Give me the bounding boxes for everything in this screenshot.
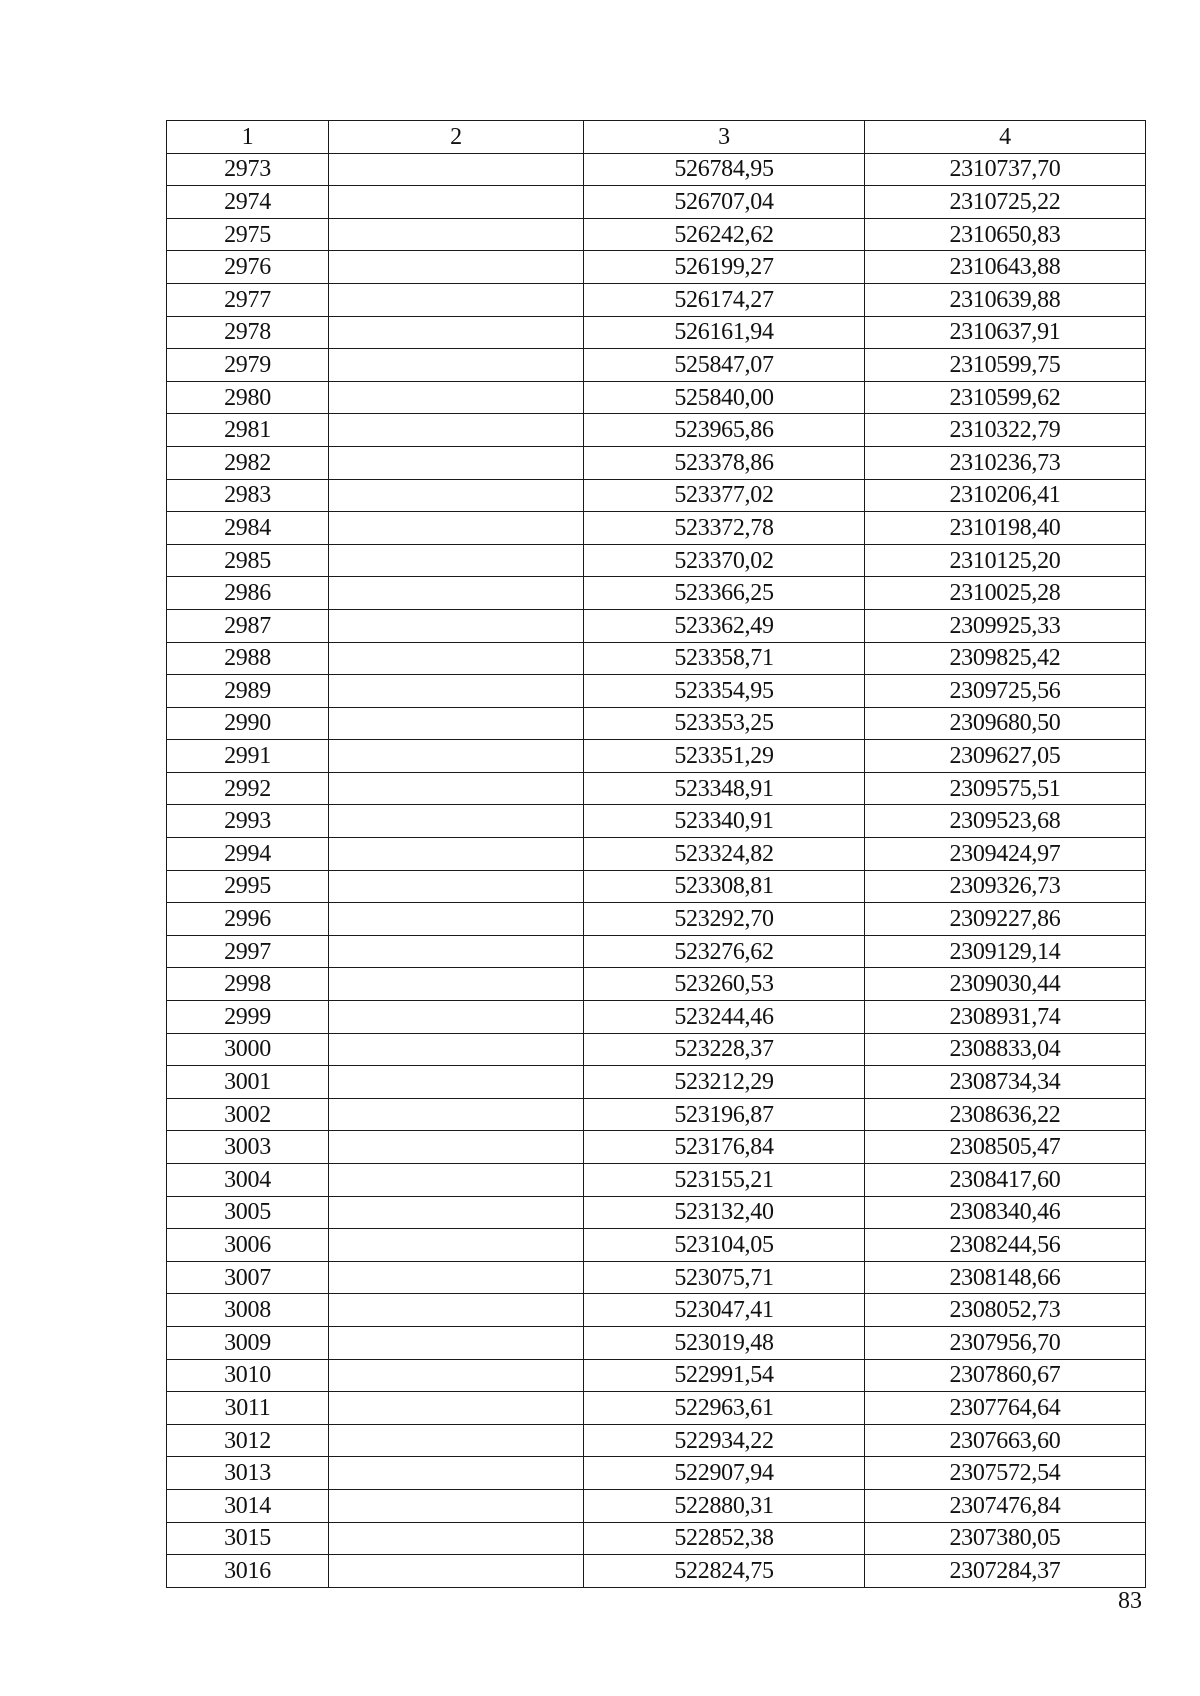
table-cell-col-4: 2307380,05 bbox=[865, 1522, 1146, 1555]
table-cell-col-3: 523366,25 bbox=[584, 577, 865, 610]
table-cell-col-2 bbox=[329, 1294, 584, 1327]
table-cell-col-1: 2988 bbox=[167, 642, 329, 675]
table-cell-col-1: 3014 bbox=[167, 1489, 329, 1522]
table-cell-col-3: 523132,40 bbox=[584, 1196, 865, 1229]
table-cell-col-1: 2998 bbox=[167, 968, 329, 1001]
table-row bbox=[167, 675, 1146, 708]
table-cell-col-2 bbox=[329, 1555, 584, 1588]
table-row bbox=[167, 903, 1146, 936]
table-cell-col-3: 523348,91 bbox=[584, 772, 865, 805]
table-row bbox=[167, 1392, 1146, 1425]
table-row bbox=[167, 1261, 1146, 1294]
table-row bbox=[167, 186, 1146, 219]
table-header bbox=[167, 121, 1146, 154]
table-cell-col-4: 2309030,44 bbox=[865, 968, 1146, 1001]
table-row bbox=[167, 1457, 1146, 1490]
table-cell-col-2 bbox=[329, 479, 584, 512]
table-row bbox=[167, 870, 1146, 903]
table-cell-col-3: 523155,21 bbox=[584, 1164, 865, 1197]
table-row bbox=[167, 772, 1146, 805]
table-cell-col-1: 3015 bbox=[167, 1522, 329, 1555]
table-cell-col-4: 2310599,62 bbox=[865, 381, 1146, 414]
table-cell-col-1: 3004 bbox=[167, 1164, 329, 1197]
table-cell-col-1: 3013 bbox=[167, 1457, 329, 1490]
table-row bbox=[167, 935, 1146, 968]
table-row bbox=[167, 218, 1146, 251]
page-number: 83 bbox=[1118, 1588, 1142, 1614]
table-cell-col-4: 2307860,67 bbox=[865, 1359, 1146, 1392]
table-cell-col-3: 523362,49 bbox=[584, 609, 865, 642]
table-row bbox=[167, 316, 1146, 349]
table-cell-col-4: 2310236,73 bbox=[865, 446, 1146, 479]
table-cell-col-1: 2975 bbox=[167, 218, 329, 251]
header-cell-1: 1 bbox=[167, 121, 329, 154]
table-cell-col-2 bbox=[329, 218, 584, 251]
table-cell-col-4: 2308052,73 bbox=[865, 1294, 1146, 1327]
table-cell-col-4: 2310599,75 bbox=[865, 349, 1146, 382]
table-cell-col-4: 2309925,33 bbox=[865, 609, 1146, 642]
table-cell-col-1: 2984 bbox=[167, 512, 329, 545]
table-cell-col-3: 522852,38 bbox=[584, 1522, 865, 1555]
table-cell-col-2 bbox=[329, 1164, 584, 1197]
table-cell-col-4: 2310737,70 bbox=[865, 153, 1146, 186]
header-cell-4: 4 bbox=[865, 121, 1146, 154]
table-cell-col-4: 2308148,66 bbox=[865, 1261, 1146, 1294]
table-cell-col-3: 522991,54 bbox=[584, 1359, 865, 1392]
table-cell-col-2 bbox=[329, 1522, 584, 1555]
table-cell-col-1: 2982 bbox=[167, 446, 329, 479]
table-cell-col-3: 523260,53 bbox=[584, 968, 865, 1001]
table-row bbox=[167, 446, 1146, 479]
table-cell-col-2 bbox=[329, 642, 584, 675]
table-cell-col-1: 3000 bbox=[167, 1033, 329, 1066]
table-cell-col-2 bbox=[329, 153, 584, 186]
table-cell-col-2 bbox=[329, 446, 584, 479]
table-row bbox=[167, 1294, 1146, 1327]
header-cell-2: 2 bbox=[329, 121, 584, 154]
table-cell-col-2 bbox=[329, 1033, 584, 1066]
table-cell-col-4: 2309825,42 bbox=[865, 642, 1146, 675]
table-cell-col-3: 523378,86 bbox=[584, 446, 865, 479]
table-cell-col-1: 3001 bbox=[167, 1066, 329, 1099]
table-cell-col-4: 2308636,22 bbox=[865, 1098, 1146, 1131]
table-cell-col-2 bbox=[329, 186, 584, 219]
table-cell-col-4: 2309227,86 bbox=[865, 903, 1146, 936]
table-cell-col-1: 3011 bbox=[167, 1392, 329, 1425]
table-cell-col-4: 2309680,50 bbox=[865, 707, 1146, 740]
table-row bbox=[167, 1033, 1146, 1066]
table-cell-col-3: 523228,37 bbox=[584, 1033, 865, 1066]
table-cell-col-4: 2310725,22 bbox=[865, 186, 1146, 219]
table-cell-col-2 bbox=[329, 1392, 584, 1425]
table-cell-col-3: 526174,27 bbox=[584, 283, 865, 316]
table-cell-col-3: 525847,07 bbox=[584, 349, 865, 382]
table-cell-col-4: 2309725,56 bbox=[865, 675, 1146, 708]
table-cell-col-1: 3005 bbox=[167, 1196, 329, 1229]
table-cell-col-1: 3006 bbox=[167, 1229, 329, 1262]
table-row bbox=[167, 1229, 1146, 1262]
table-cell-col-4: 2308931,74 bbox=[865, 1001, 1146, 1034]
table-cell-col-1: 2976 bbox=[167, 251, 329, 284]
table-row bbox=[167, 1555, 1146, 1588]
table-cell-col-1: 2981 bbox=[167, 414, 329, 447]
table-cell-col-3: 526707,04 bbox=[584, 186, 865, 219]
table-cell-col-3: 523196,87 bbox=[584, 1098, 865, 1131]
table-row bbox=[167, 1164, 1146, 1197]
table-row bbox=[167, 381, 1146, 414]
table-cell-col-3: 523965,86 bbox=[584, 414, 865, 447]
table-cell-col-4: 2309523,68 bbox=[865, 805, 1146, 838]
table-cell-col-2 bbox=[329, 381, 584, 414]
table-cell-col-4: 2307956,70 bbox=[865, 1326, 1146, 1359]
table-row bbox=[167, 153, 1146, 186]
table-cell-col-4: 2309424,97 bbox=[865, 838, 1146, 871]
table-cell-col-2 bbox=[329, 414, 584, 447]
table-cell-col-3: 523308,81 bbox=[584, 870, 865, 903]
table-cell-col-3: 525840,00 bbox=[584, 381, 865, 414]
table-cell-col-3: 523075,71 bbox=[584, 1261, 865, 1294]
table-row bbox=[167, 740, 1146, 773]
table-row bbox=[167, 1001, 1146, 1034]
table-cell-col-2 bbox=[329, 838, 584, 871]
table-cell-col-1: 2991 bbox=[167, 740, 329, 773]
table-cell-col-3: 523019,48 bbox=[584, 1326, 865, 1359]
table-cell-col-2 bbox=[329, 772, 584, 805]
table-cell-col-3: 523377,02 bbox=[584, 479, 865, 512]
table-cell-col-3: 526161,94 bbox=[584, 316, 865, 349]
table-cell-col-3: 523372,78 bbox=[584, 512, 865, 545]
table-cell-col-2 bbox=[329, 968, 584, 1001]
table-cell-col-1: 3010 bbox=[167, 1359, 329, 1392]
table-row bbox=[167, 349, 1146, 382]
table-cell-col-3: 523358,71 bbox=[584, 642, 865, 675]
table-cell-col-4: 2308833,04 bbox=[865, 1033, 1146, 1066]
table-cell-col-3: 523324,82 bbox=[584, 838, 865, 871]
table-row bbox=[167, 968, 1146, 1001]
table-cell-col-1: 3016 bbox=[167, 1555, 329, 1588]
table-cell-col-3: 522963,61 bbox=[584, 1392, 865, 1425]
table-cell-col-1: 3008 bbox=[167, 1294, 329, 1327]
table-cell-col-4: 2310125,20 bbox=[865, 544, 1146, 577]
table-row bbox=[167, 838, 1146, 871]
table-cell-col-1: 2977 bbox=[167, 283, 329, 316]
table-cell-col-2 bbox=[329, 1001, 584, 1034]
table-cell-col-2 bbox=[329, 1261, 584, 1294]
table-body bbox=[167, 153, 1146, 1587]
table-cell-col-3: 523276,62 bbox=[584, 935, 865, 968]
table-cell-col-4: 2310322,79 bbox=[865, 414, 1146, 447]
table-row bbox=[167, 805, 1146, 838]
table-cell-col-2 bbox=[329, 935, 584, 968]
table-cell-col-4: 2308244,56 bbox=[865, 1229, 1146, 1262]
table-cell-col-4: 2307764,64 bbox=[865, 1392, 1146, 1425]
table-cell-col-2 bbox=[329, 1229, 584, 1262]
table-cell-col-4: 2307572,54 bbox=[865, 1457, 1146, 1490]
table-row bbox=[167, 609, 1146, 642]
table-cell-col-4: 2310206,41 bbox=[865, 479, 1146, 512]
table-cell-col-1: 2978 bbox=[167, 316, 329, 349]
table-cell-col-2 bbox=[329, 1196, 584, 1229]
table-cell-col-4: 2309575,51 bbox=[865, 772, 1146, 805]
table-cell-col-2 bbox=[329, 512, 584, 545]
table-cell-col-3: 523292,70 bbox=[584, 903, 865, 936]
header-cell-3: 3 bbox=[584, 121, 865, 154]
table-cell-col-2 bbox=[329, 1098, 584, 1131]
table-cell-col-4: 2308340,46 bbox=[865, 1196, 1146, 1229]
table-cell-col-1: 2997 bbox=[167, 935, 329, 968]
table-cell-col-3: 523351,29 bbox=[584, 740, 865, 773]
table-cell-col-2 bbox=[329, 1359, 584, 1392]
table-cell-col-4: 2310637,91 bbox=[865, 316, 1146, 349]
table-cell-col-2 bbox=[329, 903, 584, 936]
table-cell-col-4: 2310650,83 bbox=[865, 218, 1146, 251]
table-cell-col-3: 523340,91 bbox=[584, 805, 865, 838]
table-cell-col-2 bbox=[329, 707, 584, 740]
table-cell-col-4: 2309326,73 bbox=[865, 870, 1146, 903]
table-cell-col-3: 523104,05 bbox=[584, 1229, 865, 1262]
table-row bbox=[167, 1131, 1146, 1164]
table-cell-col-2 bbox=[329, 675, 584, 708]
table-cell-col-1: 2989 bbox=[167, 675, 329, 708]
table-row bbox=[167, 642, 1146, 675]
table-cell-col-1: 3009 bbox=[167, 1326, 329, 1359]
table-cell-col-4: 2310643,88 bbox=[865, 251, 1146, 284]
table-row bbox=[167, 1196, 1146, 1229]
table-cell-col-1: 2980 bbox=[167, 381, 329, 414]
table-cell-col-1: 2994 bbox=[167, 838, 329, 871]
table-row bbox=[167, 1359, 1146, 1392]
table-cell-col-2 bbox=[329, 1424, 584, 1457]
table-cell-col-3: 523370,02 bbox=[584, 544, 865, 577]
table-cell-col-2 bbox=[329, 805, 584, 838]
table-cell-col-4: 2308734,34 bbox=[865, 1066, 1146, 1099]
table-cell-col-2 bbox=[329, 1489, 584, 1522]
table-row bbox=[167, 251, 1146, 284]
table-cell-col-3: 522824,75 bbox=[584, 1555, 865, 1588]
table-cell-col-1: 2983 bbox=[167, 479, 329, 512]
table-cell-col-2 bbox=[329, 609, 584, 642]
table-row bbox=[167, 1066, 1146, 1099]
table-cell-col-2 bbox=[329, 283, 584, 316]
table-row bbox=[167, 414, 1146, 447]
table-cell-col-2 bbox=[329, 251, 584, 284]
table-cell-col-4: 2307663,60 bbox=[865, 1424, 1146, 1457]
table-cell-col-1: 3002 bbox=[167, 1098, 329, 1131]
header-row bbox=[167, 121, 1146, 154]
table-cell-col-3: 526242,62 bbox=[584, 218, 865, 251]
table-row bbox=[167, 1424, 1146, 1457]
table-cell-col-1: 3012 bbox=[167, 1424, 329, 1457]
table-cell-col-2 bbox=[329, 316, 584, 349]
table-cell-col-4: 2307476,84 bbox=[865, 1489, 1146, 1522]
table-cell-col-3: 526784,95 bbox=[584, 153, 865, 186]
table-row bbox=[167, 1326, 1146, 1359]
table-row bbox=[167, 707, 1146, 740]
table-cell-col-1: 2987 bbox=[167, 609, 329, 642]
table-row bbox=[167, 479, 1146, 512]
table-cell-col-1: 2986 bbox=[167, 577, 329, 610]
table-cell-col-3: 523212,29 bbox=[584, 1066, 865, 1099]
table-cell-col-3: 523354,95 bbox=[584, 675, 865, 708]
table-cell-col-3: 523244,46 bbox=[584, 1001, 865, 1034]
table-cell-col-3: 523047,41 bbox=[584, 1294, 865, 1327]
table-cell-col-2 bbox=[329, 1066, 584, 1099]
table-cell-col-1: 2995 bbox=[167, 870, 329, 903]
table-row bbox=[167, 1489, 1146, 1522]
table-cell-col-2 bbox=[329, 1457, 584, 1490]
table-cell-col-2 bbox=[329, 349, 584, 382]
table-cell-col-4: 2310639,88 bbox=[865, 283, 1146, 316]
table-cell-col-1: 3007 bbox=[167, 1261, 329, 1294]
table-cell-col-2 bbox=[329, 1131, 584, 1164]
table-row bbox=[167, 1098, 1146, 1131]
table-cell-col-3: 523176,84 bbox=[584, 1131, 865, 1164]
table-cell-col-2 bbox=[329, 870, 584, 903]
coordinates-table bbox=[166, 120, 1146, 1588]
table-cell-col-4: 2310025,28 bbox=[865, 577, 1146, 610]
table-cell-col-4: 2308417,60 bbox=[865, 1164, 1146, 1197]
table-cell-col-3: 522907,94 bbox=[584, 1457, 865, 1490]
table-cell-col-4: 2307284,37 bbox=[865, 1555, 1146, 1588]
table-cell-col-1: 2996 bbox=[167, 903, 329, 936]
table-cell-col-2 bbox=[329, 1326, 584, 1359]
table-cell-col-4: 2309129,14 bbox=[865, 935, 1146, 968]
table-cell-col-1: 2992 bbox=[167, 772, 329, 805]
table-row bbox=[167, 512, 1146, 545]
table-cell-col-3: 523353,25 bbox=[584, 707, 865, 740]
table-cell-col-1: 2974 bbox=[167, 186, 329, 219]
table-cell-col-4: 2310198,40 bbox=[865, 512, 1146, 545]
table-cell-col-2 bbox=[329, 577, 584, 610]
table-cell-col-1: 2999 bbox=[167, 1001, 329, 1034]
table-cell-col-3: 522934,22 bbox=[584, 1424, 865, 1457]
table-cell-col-2 bbox=[329, 740, 584, 773]
table-row bbox=[167, 544, 1146, 577]
table-cell-col-1: 2990 bbox=[167, 707, 329, 740]
table-cell-col-1: 2985 bbox=[167, 544, 329, 577]
table-cell-col-4: 2308505,47 bbox=[865, 1131, 1146, 1164]
table-row bbox=[167, 283, 1146, 316]
table-cell-col-1: 2973 bbox=[167, 153, 329, 186]
table-cell-col-2 bbox=[329, 544, 584, 577]
table-cell-col-3: 526199,27 bbox=[584, 251, 865, 284]
table-cell-col-4: 2309627,05 bbox=[865, 740, 1146, 773]
table-cell-col-1: 2993 bbox=[167, 805, 329, 838]
table-cell-col-1: 2979 bbox=[167, 349, 329, 382]
table-cell-col-3: 522880,31 bbox=[584, 1489, 865, 1522]
table-row bbox=[167, 577, 1146, 610]
table-cell-col-1: 3003 bbox=[167, 1131, 329, 1164]
table-row bbox=[167, 1522, 1146, 1555]
